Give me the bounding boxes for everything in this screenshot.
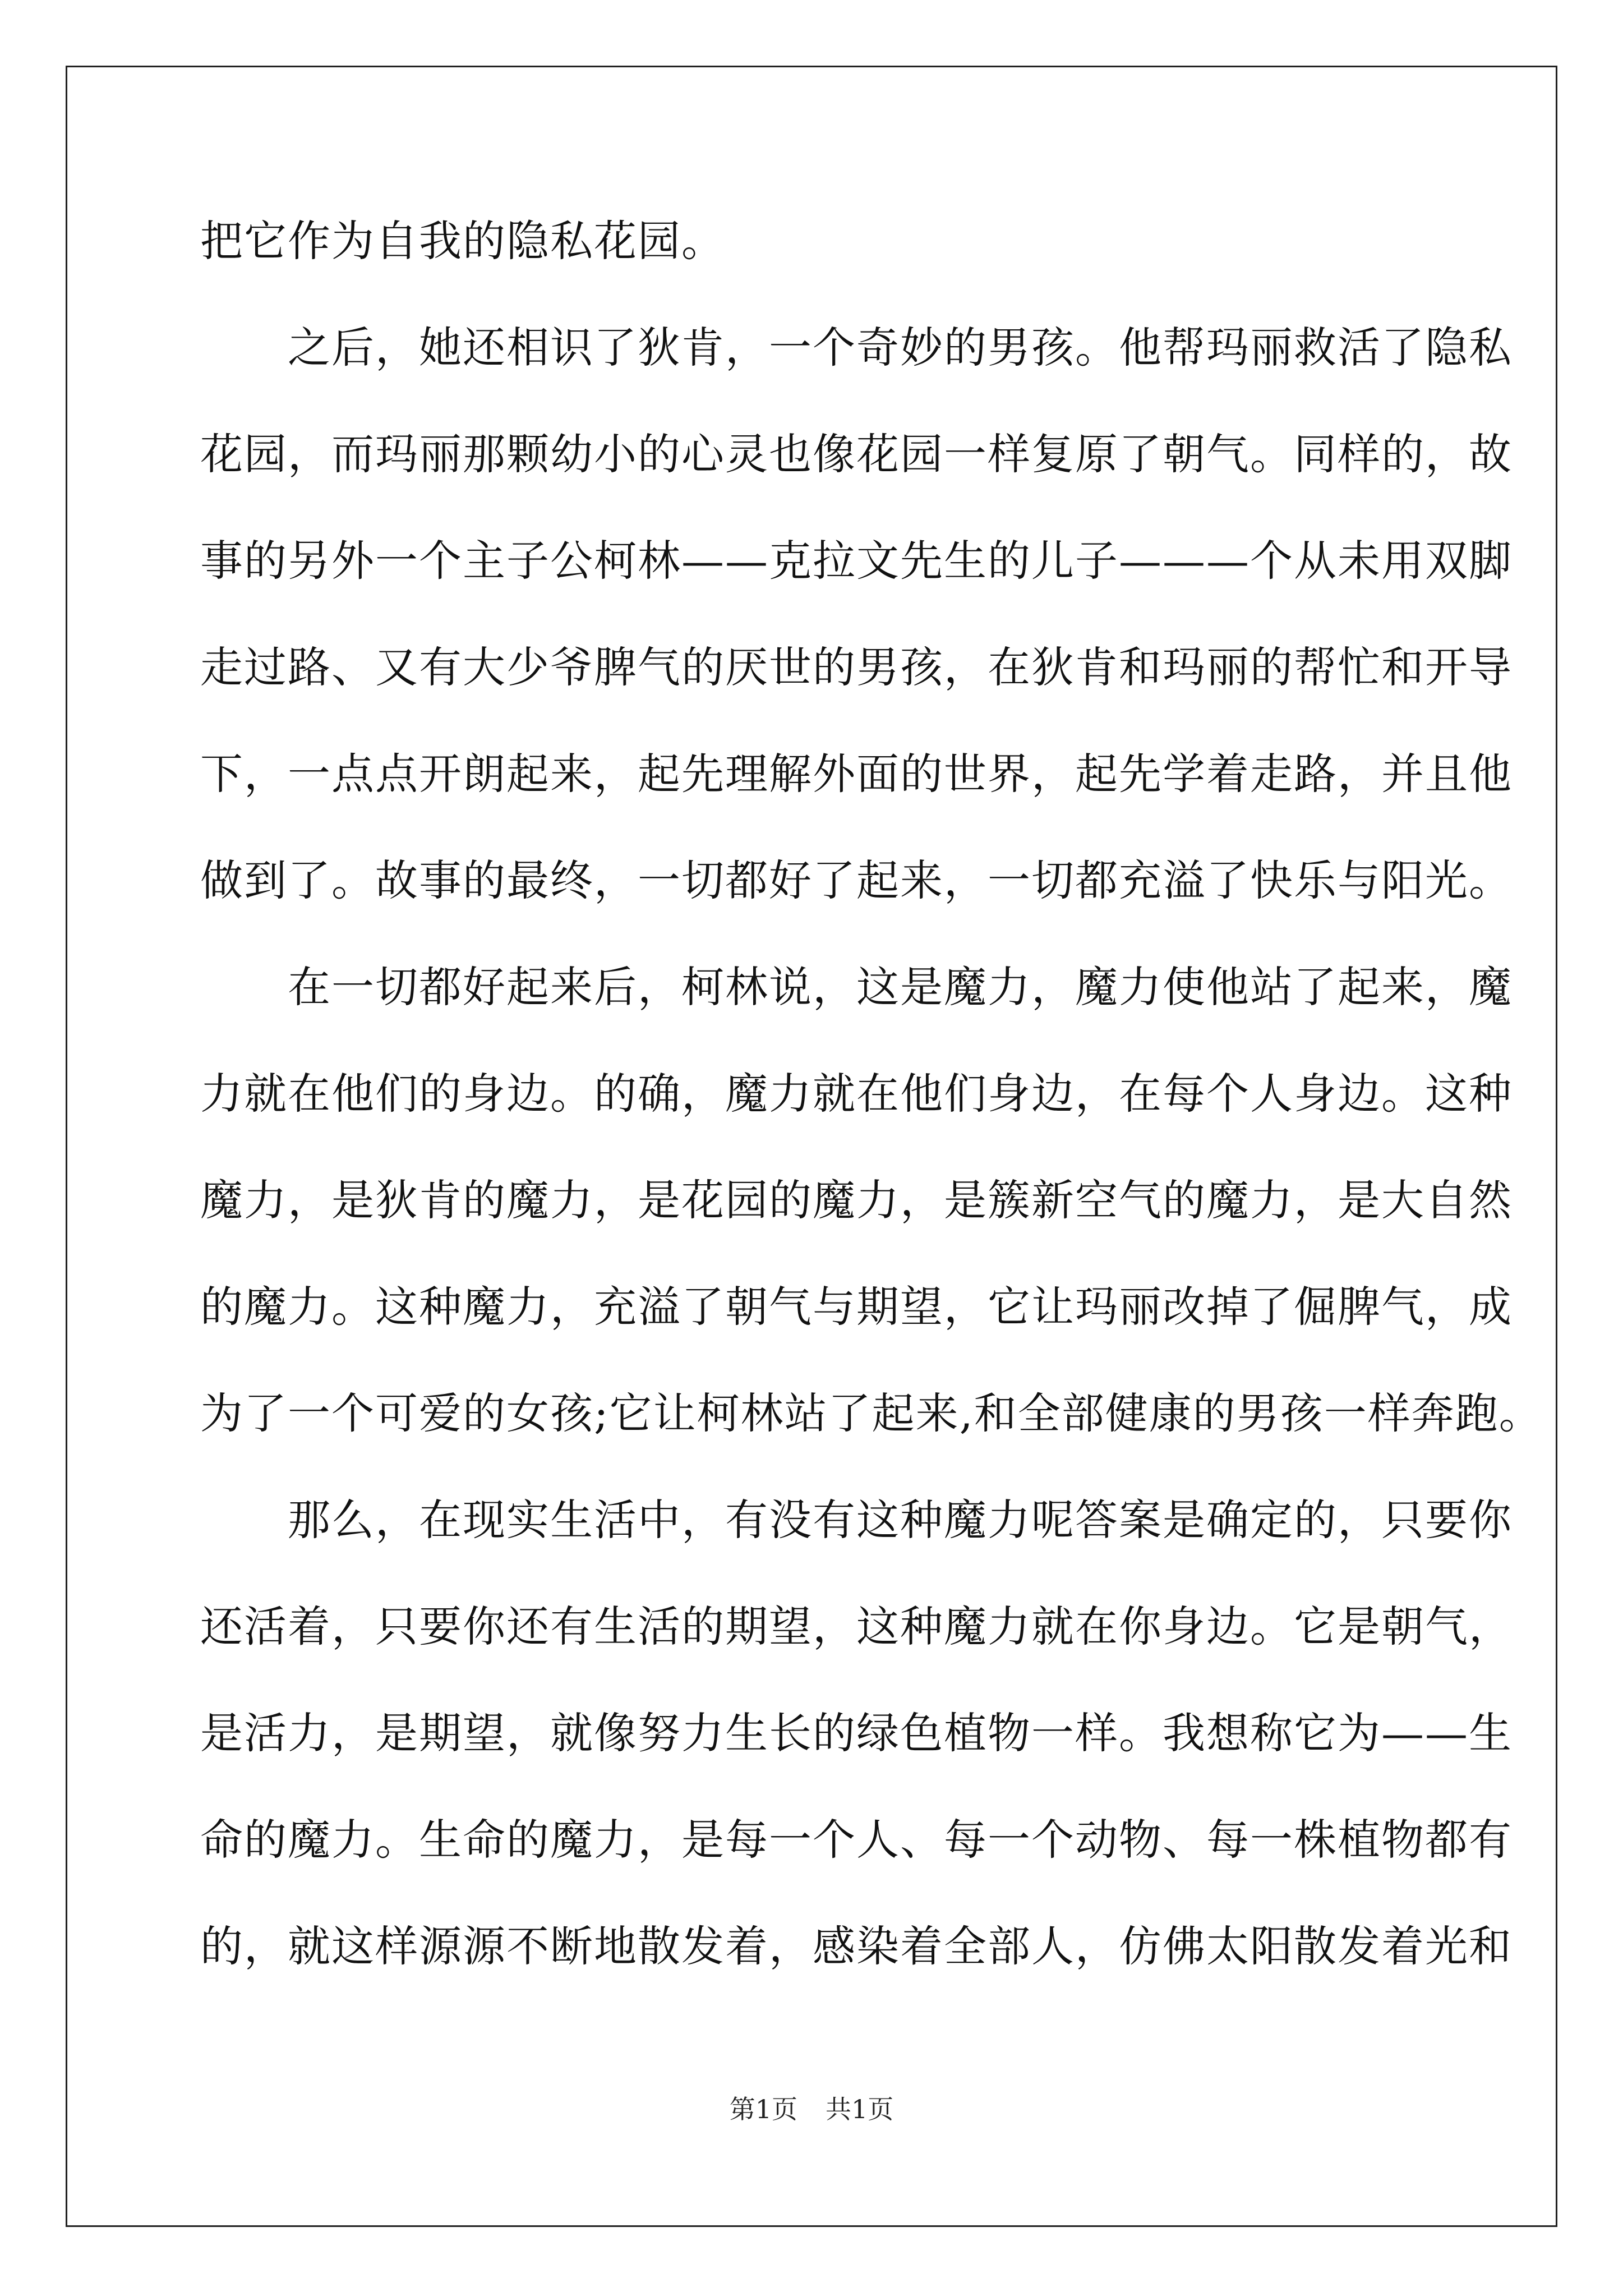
- text-line: 为了一个可爱的女孩;它让柯林站了起来,和全部健康的男孩一样奔跑。: [200, 1388, 1543, 1438]
- page-number: 第1页: [729, 2094, 797, 2124]
- text-line: 走过路、又有大少爷脾气的厌世的男孩，在狄肯和玛丽的帮忙和开导: [200, 642, 1513, 692]
- page-frame: [66, 66, 1557, 2227]
- text-line: 命的魔力。生命的魔力，是每一个人、每一个动物、每一株植物都有: [200, 1815, 1513, 1865]
- text-line: 事的另外一个主子公柯林——克拉文先生的儿子———个从未用双脚: [200, 536, 1513, 586]
- text-line: 的魔力。这种魔力，充溢了朝气与期望，它让玛丽改掉了倔脾气，成: [200, 1282, 1513, 1332]
- text-line: 花园，而玛丽那颗幼小的心灵也像花园一样复原了朝气。同样的，故: [200, 429, 1513, 479]
- text-line: 在一切都好起来后，柯林说，这是魔力，魔力使他站了起来，魔: [200, 962, 1513, 1012]
- page-total: 共1页: [826, 2094, 894, 2124]
- text-line: 那么，在现实生活中，有没有这种魔力呢答案是确定的，只要你: [200, 1495, 1513, 1545]
- text-line: 做到了。故事的最终，一切都好了起来，一切都充溢了快乐与阳光。: [200, 855, 1513, 905]
- text-line: 还活着，只要你还有生活的期望，这种魔力就在你身边。它是朝气，: [200, 1602, 1513, 1651]
- text-line: 把它作为自我的隐私花园。: [200, 216, 725, 266]
- text-line: 魔力，是狄肯的魔力，是花园的魔力，是簇新空气的魔力，是大自然: [200, 1175, 1513, 1225]
- text-line: 之后，她还相识了狄肯，一个奇妙的男孩。他帮玛丽救活了隐私: [200, 323, 1513, 372]
- page-footer: [0, 2092, 1623, 2126]
- text-line: 是活力，是期望，就像努力生长的绿色植物一样。我想称它为——生: [200, 1708, 1513, 1758]
- text-line: 的，就这样源源不断地散发着，感染着全部人，仿佛太阳散发着光和: [200, 1921, 1513, 1971]
- text-line: 力就在他们的身边。的确，魔力就在他们身边，在每个人身边。这种: [200, 1069, 1513, 1119]
- text-line: 下，一点点开朗起来，起先理解外面的世界，起先学着走路，并且他: [200, 749, 1513, 799]
